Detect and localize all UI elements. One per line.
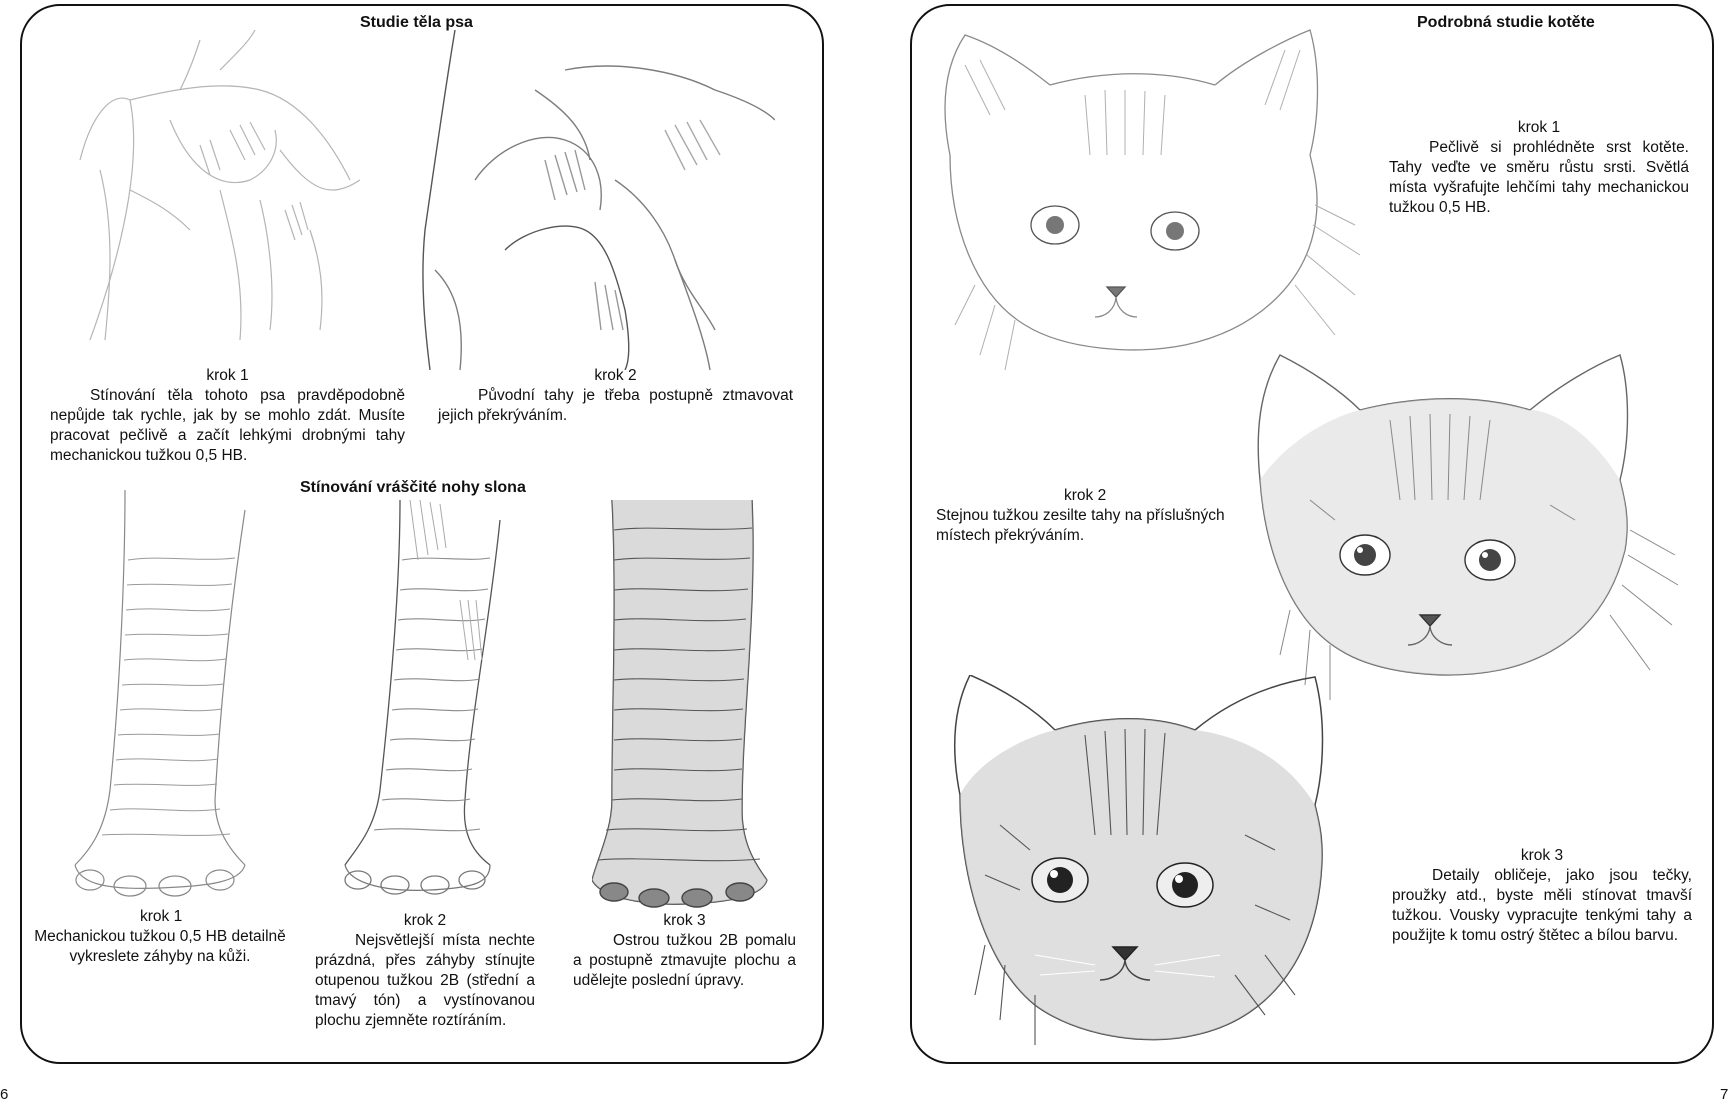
right-page-number: 7: [1720, 1086, 1729, 1103]
kitten-step3-label: krok 3: [1520, 847, 1564, 864]
dog-step2-text: Původní tahy je třeba postupně ztmavovat jejich překrýváním.: [438, 387, 793, 424]
elephant-leg-sketch-step3: [592, 500, 782, 910]
dog-step2-label: krok 2: [594, 367, 637, 384]
kitten-step2: [936, 486, 1246, 546]
elephant-step2: [315, 911, 535, 1031]
elephant-step2-text: Nejsvětlejší místa nechte prázdná, přes záhyby stínujte otupenou tužkou 2B (střední a tmavý tón) a vystínovanou plochu zjemněte roztíráním.: [315, 932, 535, 1029]
dog-step1: [50, 366, 405, 466]
kitten-step3: [1392, 846, 1692, 946]
kitten-sketch-step1: [935, 25, 1365, 375]
dog-body-sketch-step1: [70, 30, 370, 340]
elephant-step2-label: krok 2: [403, 912, 447, 929]
dog-step1-label: krok 1: [206, 367, 249, 384]
elephant-step1-label: krok 1: [140, 908, 183, 925]
kitten-step3-text: Detaily obličeje, jako jsou tečky, proužky atd., byste měli stínovat tmavší tužkou. Vousky vypracujte tenkými tahy a použijte k tomu ostrý štětec a bílou barvu.: [1392, 867, 1692, 944]
elephant-step3-text: Ostrou tužkou 2B pomalu a postupně ztmavujte plochu a udělejte poslední úpravy.: [573, 932, 796, 989]
kitten-step2-label: krok 2: [1064, 487, 1107, 504]
dog-study-title: Studie těla psa: [360, 14, 473, 31]
kitten-study-title: Podrobná studie kotěte: [1417, 14, 1595, 31]
dog-step2: [438, 366, 793, 426]
dog-step1-text: Stínování těla tohoto psa pravděpodobně nepůjde tak rychle, jak by se mohlo zdát. Musíte pracovat pečlivě a začít lehkými drobnými tahy mechanickou tužkou 0,5 HB.: [50, 387, 405, 464]
elephant-leg-sketch-step1: [70, 490, 260, 910]
kitten-sketch-step2: [1250, 350, 1680, 705]
kitten-step2-text: Stejnou tužkou zesilte tahy na příslušných místech překrýváním.: [936, 507, 1225, 544]
dog-body-sketch-step2: [415, 30, 775, 370]
kitten-step1-text: Pečlivě si prohlédněte srst kotěte. Tahy veďte ve směru růstu srsti. Světlá místa vyšrafujte lehčími tahy mechanickou tužkou 0,5 HB.: [1389, 139, 1689, 216]
elephant-step3-label: krok 3: [663, 912, 706, 929]
elephant-step1-text: Mechanickou tužkou 0,5 HB detailně vykreslete záhyby na kůži.: [34, 928, 286, 965]
left-page-number: 6: [0, 1086, 9, 1103]
kitten-sketch-step3: [945, 675, 1335, 1050]
kitten-step1-label: krok 1: [1517, 119, 1561, 136]
elephant-step3: [573, 911, 796, 991]
elephant-step1: [30, 907, 290, 967]
elephant-section-title: Stínování vráščité nohy slona: [300, 479, 526, 496]
kitten-step1: [1389, 118, 1689, 218]
elephant-leg-sketch-step2: [340, 500, 520, 900]
